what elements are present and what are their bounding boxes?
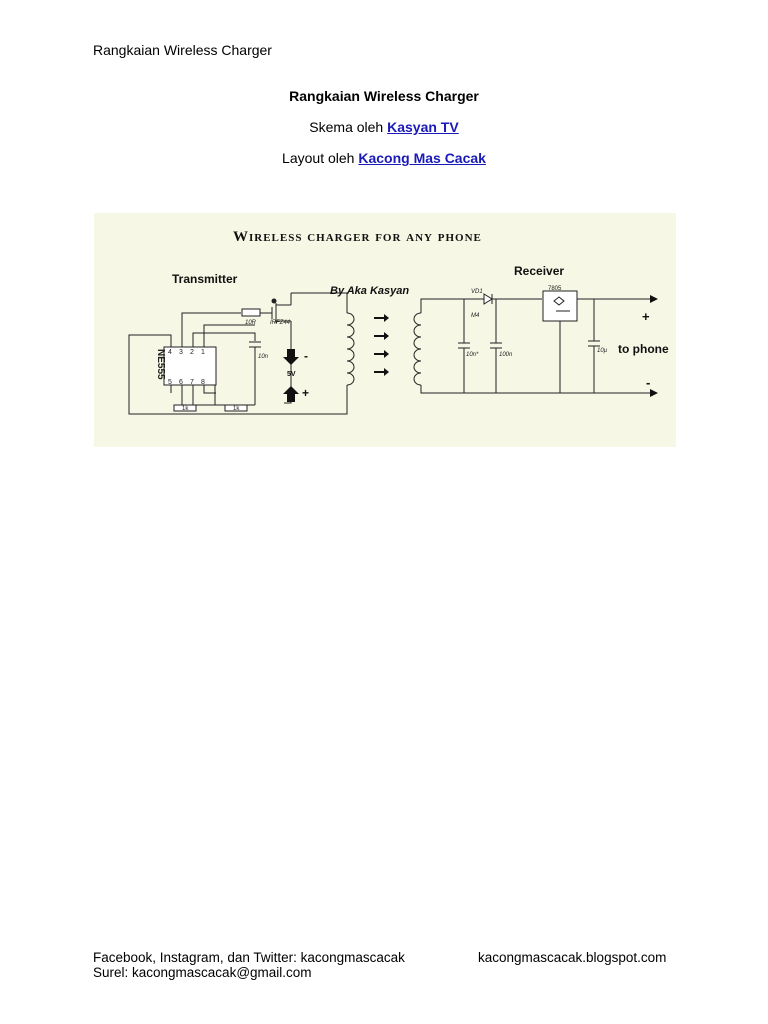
ic-pin-top-4: 1: [201, 349, 205, 356]
gate-resistor-label: 10R: [245, 320, 257, 326]
diode-label: VD1: [471, 289, 483, 295]
credit-schema-prefix: Skema oleh: [309, 119, 384, 135]
diode-type-label: M4: [471, 313, 480, 319]
running-header: Rangkaian Wireless Charger: [93, 42, 272, 58]
ic-pin-top-3: 2: [190, 349, 194, 356]
schematic-figure: [94, 213, 676, 447]
ic-pin-bottom-3: 7: [190, 379, 194, 386]
author-label: By Aka Kasyan: [330, 285, 410, 297]
circuit-schematic: [94, 213, 676, 447]
document-title: Rangkaian Wireless Charger: [289, 88, 479, 104]
ic-pin-bottom-1: 5: [168, 379, 172, 386]
tx-capacitor-label: 10n: [258, 354, 269, 360]
ic-label: NE555: [155, 349, 166, 380]
credit-layout: [0, 150, 768, 166]
resistor-1-label: 1k: [182, 406, 189, 412]
rx-capacitor-1-label: 10n*: [466, 352, 479, 358]
mosfet-label: IRFZ44: [270, 320, 291, 326]
resistor-2-label: 1k: [233, 406, 240, 412]
ic-pin-bottom-4: 8: [201, 379, 205, 386]
kacong-mas-cacak-link[interactable]: Kacong Mas Cacak: [358, 150, 486, 166]
credit-layout-prefix: Layout oleh: [282, 150, 355, 166]
transmitter-label: Transmitter: [172, 272, 238, 286]
regulator-label: 7805: [548, 286, 562, 292]
output-capacitor-label: 10µ: [597, 348, 608, 354]
ic-pin-top-2: 3: [179, 349, 183, 356]
receiver-label: Receiver: [514, 264, 565, 278]
schematic-title: Wireless charger for any phone: [233, 229, 482, 245]
rx-capacitor-2-label: 100n: [499, 352, 513, 358]
ic-pin-bottom-2: 6: [179, 379, 183, 386]
ic-pin-top-1: 4: [168, 349, 172, 356]
credit-schema: [0, 119, 768, 135]
footer-email: Surel: kacongmascacak@gmail.com: [93, 965, 312, 980]
supply-minus-label: -: [304, 349, 308, 363]
supply-voltage-label: 5V: [287, 371, 296, 378]
footer-blog: kacongmascacak.blogspot.com: [478, 950, 667, 965]
kasyan-tv-link[interactable]: Kasyan TV: [387, 119, 459, 135]
footer-social: Facebook, Instagram, dan Twitter: kacongmascacak: [93, 950, 405, 965]
output-to-phone-label: to phone: [618, 342, 669, 356]
output-plus-label: +: [642, 309, 650, 324]
output-minus-label: -: [646, 375, 651, 390]
supply-plus-label: +: [302, 386, 310, 400]
